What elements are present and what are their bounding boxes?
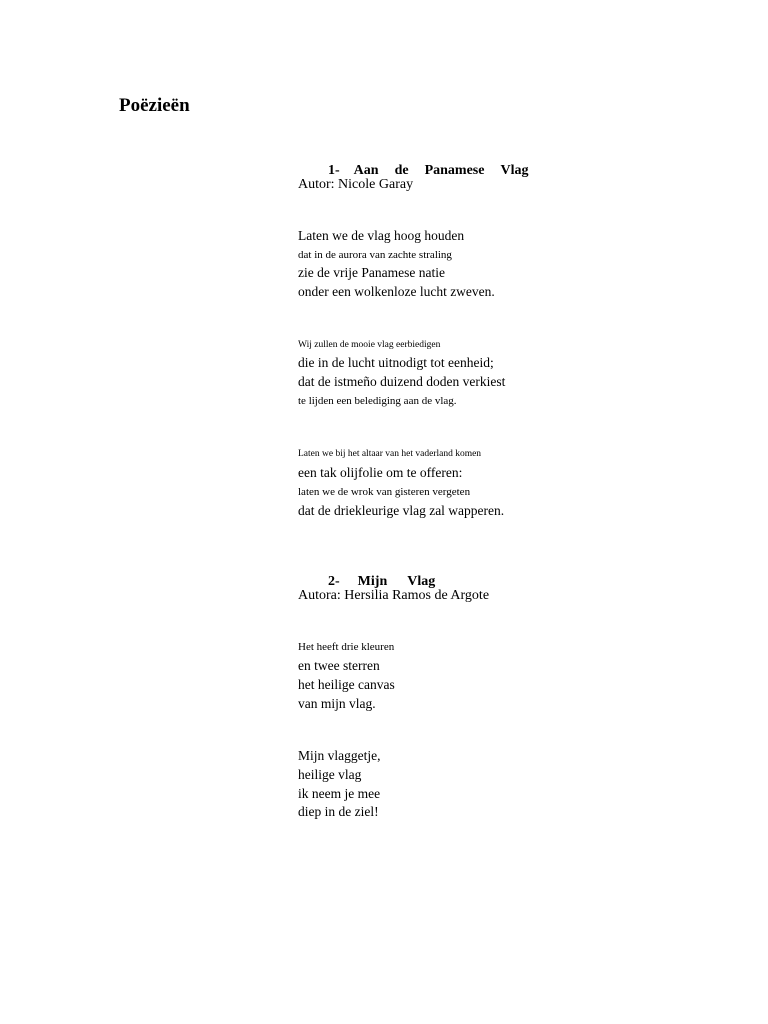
poem-1-line: dat de driekleurige vlag zal wapperen. [298,503,505,518]
poem-1-line: een tak olijfolie om te offeren: [298,465,463,480]
poem-2-author: Autora: Hersilia Ramos de Argote [298,588,490,603]
poem-1-title-word: de [394,163,409,178]
poem-1-line: Laten we de vlag hoog houden [298,228,465,243]
poem-2-line: Het heeft drie kleuren [298,641,395,653]
poem-1-heading [321,144,528,180]
poem-2-line: en twee sterren [298,658,380,673]
poem-1-line: te lijden een belediging aan de vlag. [298,395,457,407]
page-title: Poëzieën [119,95,190,116]
poem-2-title-word: Mijn [357,574,388,589]
poem-1-line: die in de lucht uitnodigt tot eenheid; [298,355,494,370]
poem-1-title-word: Vlag [500,163,529,178]
poem-2-line: van mijn vlag. [298,696,376,711]
poem-1-line: zie de vrije Panamese natie [298,265,445,280]
poem-1-title-word: Aan [353,163,379,178]
poem-1-line: dat in de aurora van zachte straling [298,249,452,261]
poem-2-number: 2- [328,574,340,589]
poem-2-line: heilige vlag [298,767,362,782]
poem-1-line: laten we de wrok van gisteren vergeten [298,486,471,498]
poem-1-line: dat de istmeño duizend doden verkiest [298,374,506,389]
poem-1-title-word: Panamese [424,163,485,178]
poem-2-heading [321,555,435,591]
poem-1-line: onder een wolkenloze lucht zweven. [298,284,495,299]
poem-2-line: diep in de ziel! [298,804,379,819]
poem-2-title-word: Vlag [407,574,436,589]
poem-1-line: Wij zullen de mooie vlag eerbiedigen [298,340,441,350]
poem-1-author: Autor: Nicole Garay [298,177,414,192]
poem-2-line: ik neem je mee [298,786,381,801]
poem-2-line: Mijn vlaggetje, [298,748,381,763]
poem-1-number: 1- [328,163,340,178]
poem-1-line: Laten we bij het altaar van het vaderland komen [298,449,482,459]
poem-2-line: het heilige canvas [298,677,395,692]
